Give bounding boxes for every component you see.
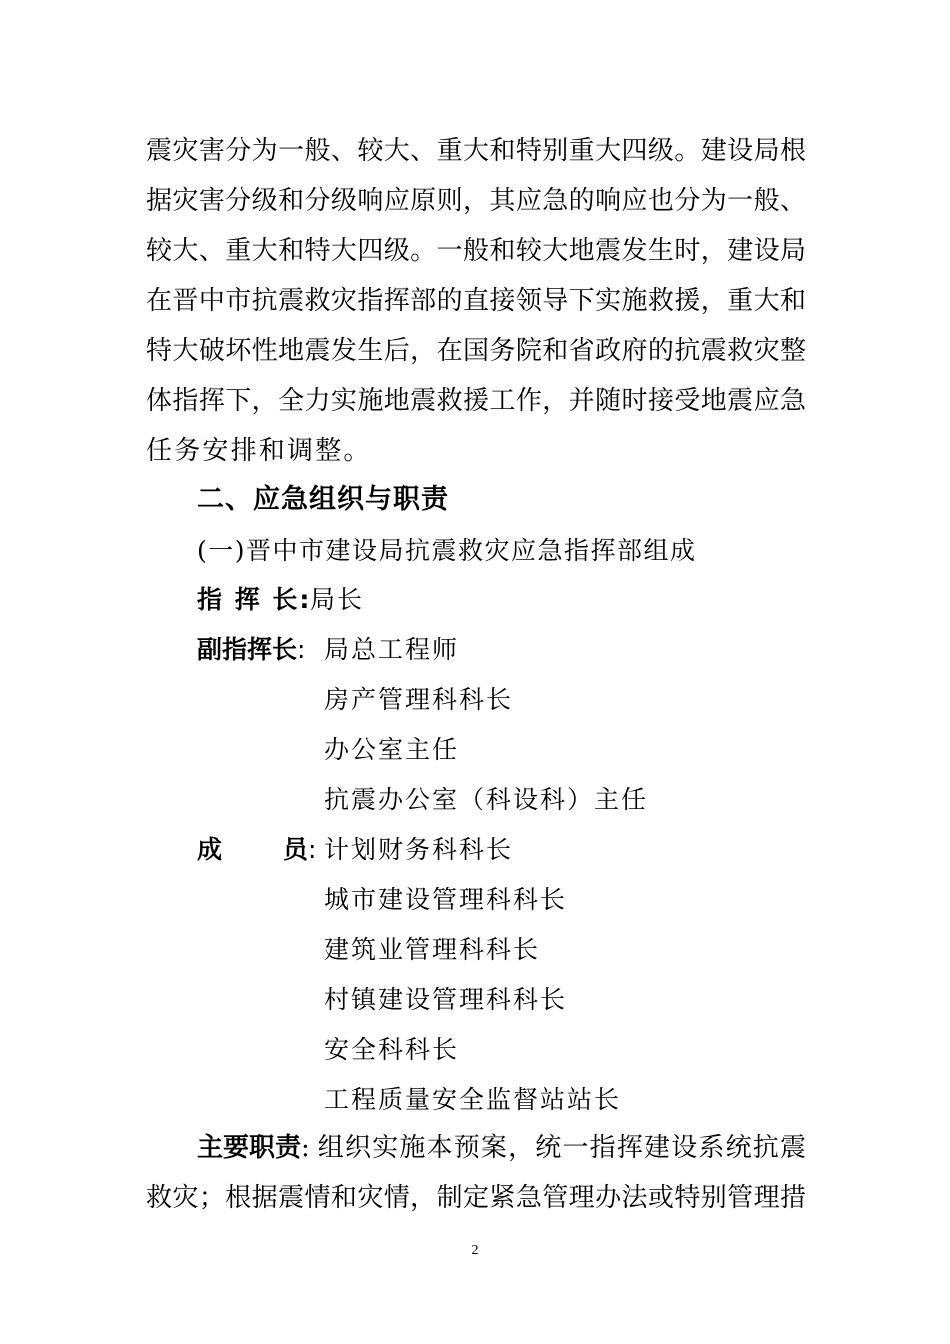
commander-label: 指 挥 长: xyxy=(197,585,312,614)
member-item: 计划财务科科长 xyxy=(324,835,514,864)
paragraph-line: 体指挥下，全力实施地震救援工作，并随时接受地震应急 xyxy=(146,386,806,416)
subsection-heading: (一)晋中市建设局抗震救灾应急指挥部组成 xyxy=(197,536,697,565)
duties-line xyxy=(197,1133,806,1163)
paragraph-line: 任务安排和调整。 xyxy=(146,436,372,466)
member-item: 建筑业管理科科长 xyxy=(324,935,541,964)
member-item: 城市建设管理科科长 xyxy=(324,885,568,914)
duties-text: 组织实施本预案，统一指挥建设系统抗震 xyxy=(317,1133,806,1163)
paragraph-line: 震灾害分为一般、较大、重大和特别重大四级。建设局根 xyxy=(146,136,806,166)
deputy-member: 局总工程师 xyxy=(324,635,460,664)
deputy-member: 抗震办公室（科设科）主任 xyxy=(324,785,649,814)
duties-line-2: 救灾；根据震情和灾情，制定紧急管理办法或特别管理措 xyxy=(146,1183,806,1213)
commander-value: 局长 xyxy=(310,585,365,614)
member-item: 村镇建设管理科科长 xyxy=(324,985,568,1014)
deputy-member: 办公室主任 xyxy=(324,735,460,764)
page-number: 2 xyxy=(471,1243,479,1258)
section-heading: 二、应急组织与职责 xyxy=(197,484,449,515)
paragraph-line: 在晋中市抗震救灾指挥部的直接领导下实施救援，重大和 xyxy=(146,286,806,316)
paragraph-line: 特大破坏性地震发生后，在国务院和省政府的抗震救灾整 xyxy=(146,336,806,366)
members-label: 成 员: xyxy=(197,835,317,864)
paragraph-line: 较大、重大和特大四级。一般和较大地震发生时，建设局 xyxy=(146,236,806,266)
duties-colon: : xyxy=(301,1133,310,1163)
deputy-member: 房产管理科科长 xyxy=(324,685,514,714)
member-item: 工程质量安全监督站站长 xyxy=(324,1085,622,1114)
paragraph-line: 据灾害分级和分级响应原则，其应急的响应也分为一般、 xyxy=(146,186,806,216)
duties-label: 主要职责 xyxy=(197,1133,302,1163)
deputy-label: 副指挥长: xyxy=(197,635,306,664)
member-item: 安全科科长 xyxy=(324,1035,460,1064)
